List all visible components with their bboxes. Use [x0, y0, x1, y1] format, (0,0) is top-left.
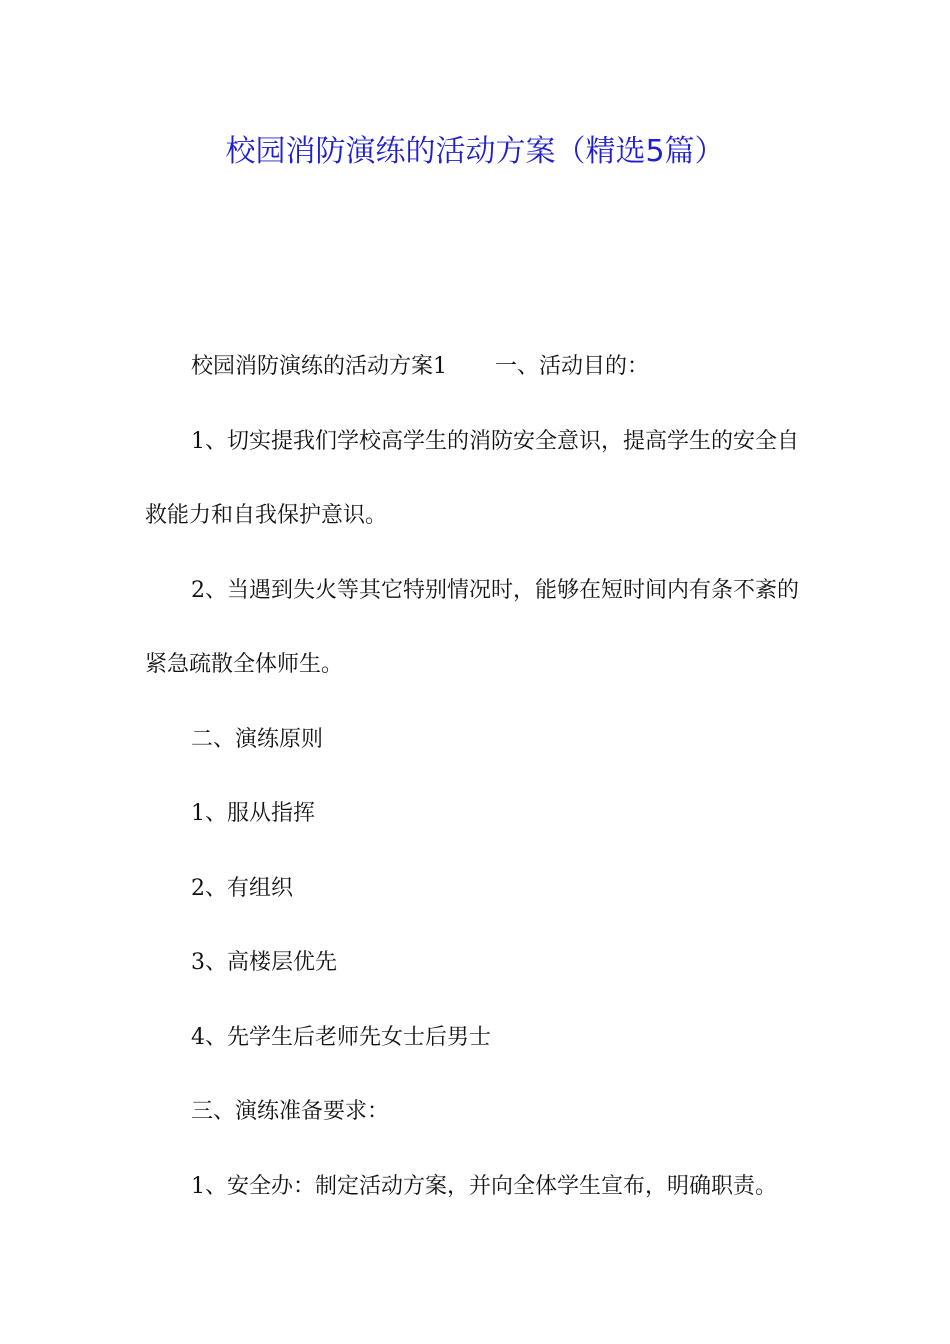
section-heading-line	[145, 330, 815, 405]
first-item-heading: 一、活动目的：	[495, 354, 650, 379]
paragraph: 1、安全办：制定活动方案，并向全体学生宣布，明确职责。	[191, 1173, 777, 1199]
paragraph: 二、演练原则	[191, 726, 324, 752]
paragraph: 2、当遇到失火等其它特别情况时，能够在短时间内有条不紊的紧急疏散全体师生。	[145, 577, 799, 677]
paragraph: 2、有组织	[191, 875, 293, 901]
paragraph: 三、演练准备要求：	[191, 1099, 390, 1124]
paragraph: 3、高楼层优先	[191, 950, 337, 975]
paragraph: 1、服从指挥	[191, 801, 315, 826]
paragraph: 1、切实提我们学校高学生的消防安全意识，提高学生的安全自救能力和自我保护意识。	[145, 428, 799, 528]
document-body	[145, 330, 815, 1224]
document-title: 校园消防演练的活动方案（精选5篇）	[225, 134, 725, 169]
section-heading: 校园消防演练的活动方案1	[191, 354, 447, 379]
paragraph: 4、先学生后老师先女士后男士	[191, 1024, 491, 1050]
